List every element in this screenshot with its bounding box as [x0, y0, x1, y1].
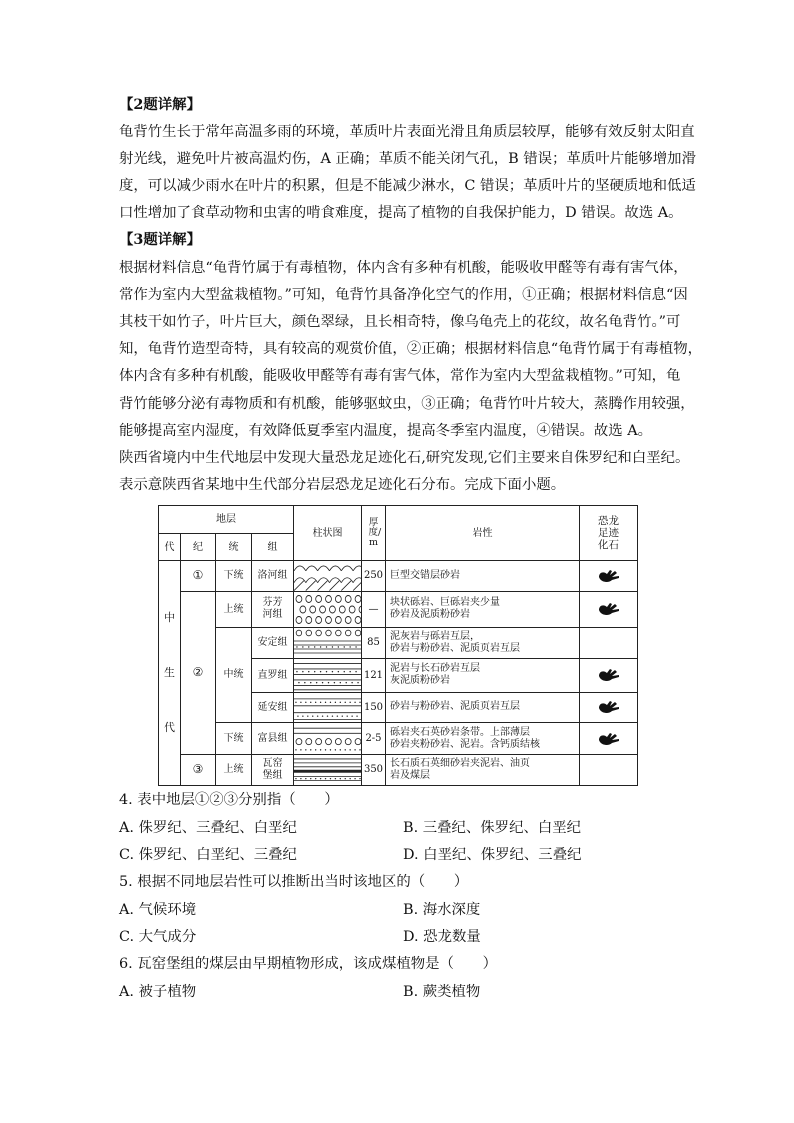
group-cell: 安定组 [252, 627, 294, 658]
lithology-pattern-cross [294, 561, 361, 591]
footprint-cell [580, 755, 638, 786]
thickness-cell: — [362, 591, 386, 627]
column-pattern [294, 723, 362, 755]
lithology-pattern-sand [294, 693, 361, 723]
group-cell: 延安组 [252, 692, 294, 723]
lithology-pattern-coal [294, 755, 361, 785]
period-cell: ② [181, 591, 216, 755]
lithology-text: 砂岩及泥质粉砂岩 [390, 609, 470, 621]
series-cell: 上统 [216, 591, 252, 627]
lithology-text: 砂岩与粉砂岩、泥质页岩互层 [390, 642, 520, 654]
option-d[interactable]: D. 白垩纪、侏罗纪、三叠纪 [403, 847, 582, 863]
column-pattern [294, 692, 362, 723]
thickness-cell: 250 [362, 561, 386, 592]
header-group: 组 [252, 534, 294, 561]
footprint-cell [580, 658, 638, 692]
lithology-pattern-marl [294, 628, 361, 658]
column-pattern [294, 591, 362, 627]
footprint-cell [580, 627, 638, 658]
header-column: 柱状图 [294, 506, 362, 561]
header-strata: 地层 [159, 506, 294, 534]
group-cell: 富县组 [252, 723, 294, 755]
material-line: 陕西省境内中生代地层中发现大量恐龙足迹化石,研究发现,它们主要来自侏罗纪和白垩纪。 [119, 450, 690, 466]
q3-answer-line: 根据材料信息“龟背竹属于有毒植物，体内含有多种有机酸，能吸收甲醛等有毒有害气体， [119, 260, 688, 276]
column-pattern [294, 658, 362, 692]
lithology-text: 长石质石英细砂岩夹泥岩、油页 [390, 757, 530, 769]
column-pattern [294, 627, 362, 658]
series-cell: 中统 [216, 627, 252, 723]
lithology-pattern-gravel [294, 592, 361, 627]
lithology-text: 灰泥质粉砂岩 [390, 675, 450, 687]
lithology-text: 砂岩夹粉砂岩、泥岩。含钙质结核 [390, 738, 540, 750]
lithology-text: 块状砾岩、巨砾岩夹少量 [390, 597, 500, 609]
dinosaur-footprint-icon [597, 667, 621, 683]
thickness-cell: 2-5 [362, 723, 386, 755]
group-cell: 直罗组 [252, 658, 294, 692]
lithology-cell [386, 723, 580, 755]
dinosaur-footprint-icon [597, 731, 621, 747]
column-pattern [294, 561, 362, 592]
lithology-text: 泥灰岩与砾岩互层， [390, 630, 480, 642]
lithology-pattern-conglo [294, 723, 361, 754]
dinosaur-footprint-icon [597, 601, 621, 617]
lithology-text: 砂岩与粉砂岩、泥质页岩互层 [390, 701, 520, 713]
lithology-text: 岩及煤层 [390, 769, 430, 781]
era-char: 中 [164, 611, 175, 625]
q3-answer-line: 其枝干如竹子，叶片巨大，颜色翠绿，且长相奇特，像乌龟壳上的花纹，故名龟背竹。”可 [119, 314, 681, 330]
dinosaur-footprint-icon [597, 699, 621, 715]
series-cell: 下统 [216, 723, 252, 755]
header-footprint [580, 506, 638, 561]
option-b[interactable]: B. 海水深度 [403, 902, 481, 918]
header-footprint-text: 恐龙足迹化石 [598, 515, 619, 551]
lithology-text: 巨型交错层砂岩 [390, 569, 460, 581]
lithology-cell [386, 627, 580, 658]
group-text: 瓦窑堡组 [262, 757, 283, 781]
group-cell [252, 591, 294, 627]
material-line: 表示意陕西省某地中生代部分岩层恐龙足迹化石分布。完成下面小题。 [119, 477, 566, 493]
question-stem: 6. 瓦窑堡组的煤层由早期植物形成，该成煤植物是（ ） [119, 956, 498, 972]
thickness-cell: 350 [362, 755, 386, 786]
q3-answer-line: 能够提高室内湿度，有效降低夏季室内温度，提高冬季室内温度，④错误。故选 A。 [119, 423, 653, 439]
lithology-cell [386, 692, 580, 723]
q3-answer-line: 常作为室内大型盆栽植物。”可知，龟背竹具备净化空气的作用，①正确；根据材料信息“因 [119, 287, 688, 303]
option-a[interactable]: A. 被子植物 [119, 984, 197, 1000]
option-a[interactable]: A. 气候环境 [119, 902, 197, 918]
era-char: 代 [164, 721, 175, 735]
group-text: 芬芳河组 [262, 597, 283, 621]
lithology-text: 砾岩夹石英砂岩条带。上部薄层 [390, 726, 530, 738]
q3-answer-line: 体内含有多种有机酸，能吸收甲醛等有毒有害气体，常作为室内大型盆栽植物。”可知，龟 [119, 368, 681, 384]
header-series: 统 [216, 534, 252, 561]
period-cell: ① [181, 561, 216, 592]
lithology-cell [386, 658, 580, 692]
q3-answer-line: 知，龟背竹造型奇特，具有较高的观赏价值，②正确；根据材料信息“龟背竹属于有毒植物， [119, 341, 702, 357]
footprint-cell [580, 561, 638, 592]
lithology-cell [386, 755, 580, 786]
period-cell: ③ [181, 755, 216, 786]
option-c[interactable]: C. 侏罗纪、白垩纪、三叠纪 [119, 847, 297, 863]
thickness-cell: 121 [362, 658, 386, 692]
era-cell [159, 561, 181, 786]
footprint-cell [580, 591, 638, 627]
q2-answer-line: 口性增加了食草动物和虫害的啃食难度，提高了植物的自我保护能力，D 错误。故选 A。 [119, 205, 683, 221]
lithology-cell [386, 561, 580, 592]
option-a[interactable]: A. 侏罗纪、三叠纪、白垩纪 [119, 820, 297, 836]
q3-heading: 【3题详解】 [119, 231, 201, 248]
footprint-cell [580, 723, 638, 755]
column-pattern [294, 755, 362, 786]
header-era: 代 [159, 534, 181, 561]
q2-answer-line: 龟背竹生长于常年高温多雨的环境，革质叶片表面光滑且角质层较厚，能够有效反射太阳直 [119, 124, 695, 140]
lithology-pattern-mud [294, 659, 361, 692]
question-stem: 4. 表中地层①②③分别指（ ） [119, 792, 339, 808]
footprint-cell [580, 692, 638, 723]
option-d[interactable]: D. 恐龙数量 [403, 929, 481, 945]
strata-table [158, 505, 637, 782]
q3-answer-line: 背竹能够分泌有毒物质和有机酸，能够驱蚊虫，③正确；龟背竹叶片较大，蒸腾作用较强， [119, 396, 695, 412]
dinosaur-footprint-icon [597, 568, 621, 584]
header-thickness [362, 506, 386, 561]
header-thickness-text: 厚度/m [368, 517, 382, 548]
option-b[interactable]: B. 蕨类植物 [403, 984, 481, 1000]
lithology-text: 泥岩与长石砂岩互层 [390, 663, 480, 675]
thickness-cell: 150 [362, 692, 386, 723]
option-c[interactable]: C. 大气成分 [119, 929, 197, 945]
group-cell: 洛河组 [252, 561, 294, 592]
question-stem: 5. 根据不同地层岩性可以推断出当时该地区的（ ） [119, 874, 469, 890]
series-cell: 上统 [216, 755, 252, 786]
q2-heading: 【2题详解】 [119, 96, 201, 113]
header-period: 纪 [181, 534, 216, 561]
lithology-cell [386, 591, 580, 627]
series-cell: 下统 [216, 561, 252, 592]
header-lithology: 岩性 [386, 506, 580, 561]
group-cell [252, 755, 294, 786]
thickness-cell: 85 [362, 627, 386, 658]
era-char: 生 [164, 666, 175, 680]
q2-answer-line: 射光线，避免叶片被高温灼伤，A 正确；革质不能关闭气孔，B 错误；革质叶片能够增加滑 [119, 151, 696, 167]
option-b[interactable]: B. 三叠纪、侏罗纪、白垩纪 [403, 820, 582, 836]
q2-answer-line: 度，可以减少雨水在叶片的积累，但是不能减少淋水，C 错误；革质叶片的坚硬质地和低适 [119, 178, 696, 194]
